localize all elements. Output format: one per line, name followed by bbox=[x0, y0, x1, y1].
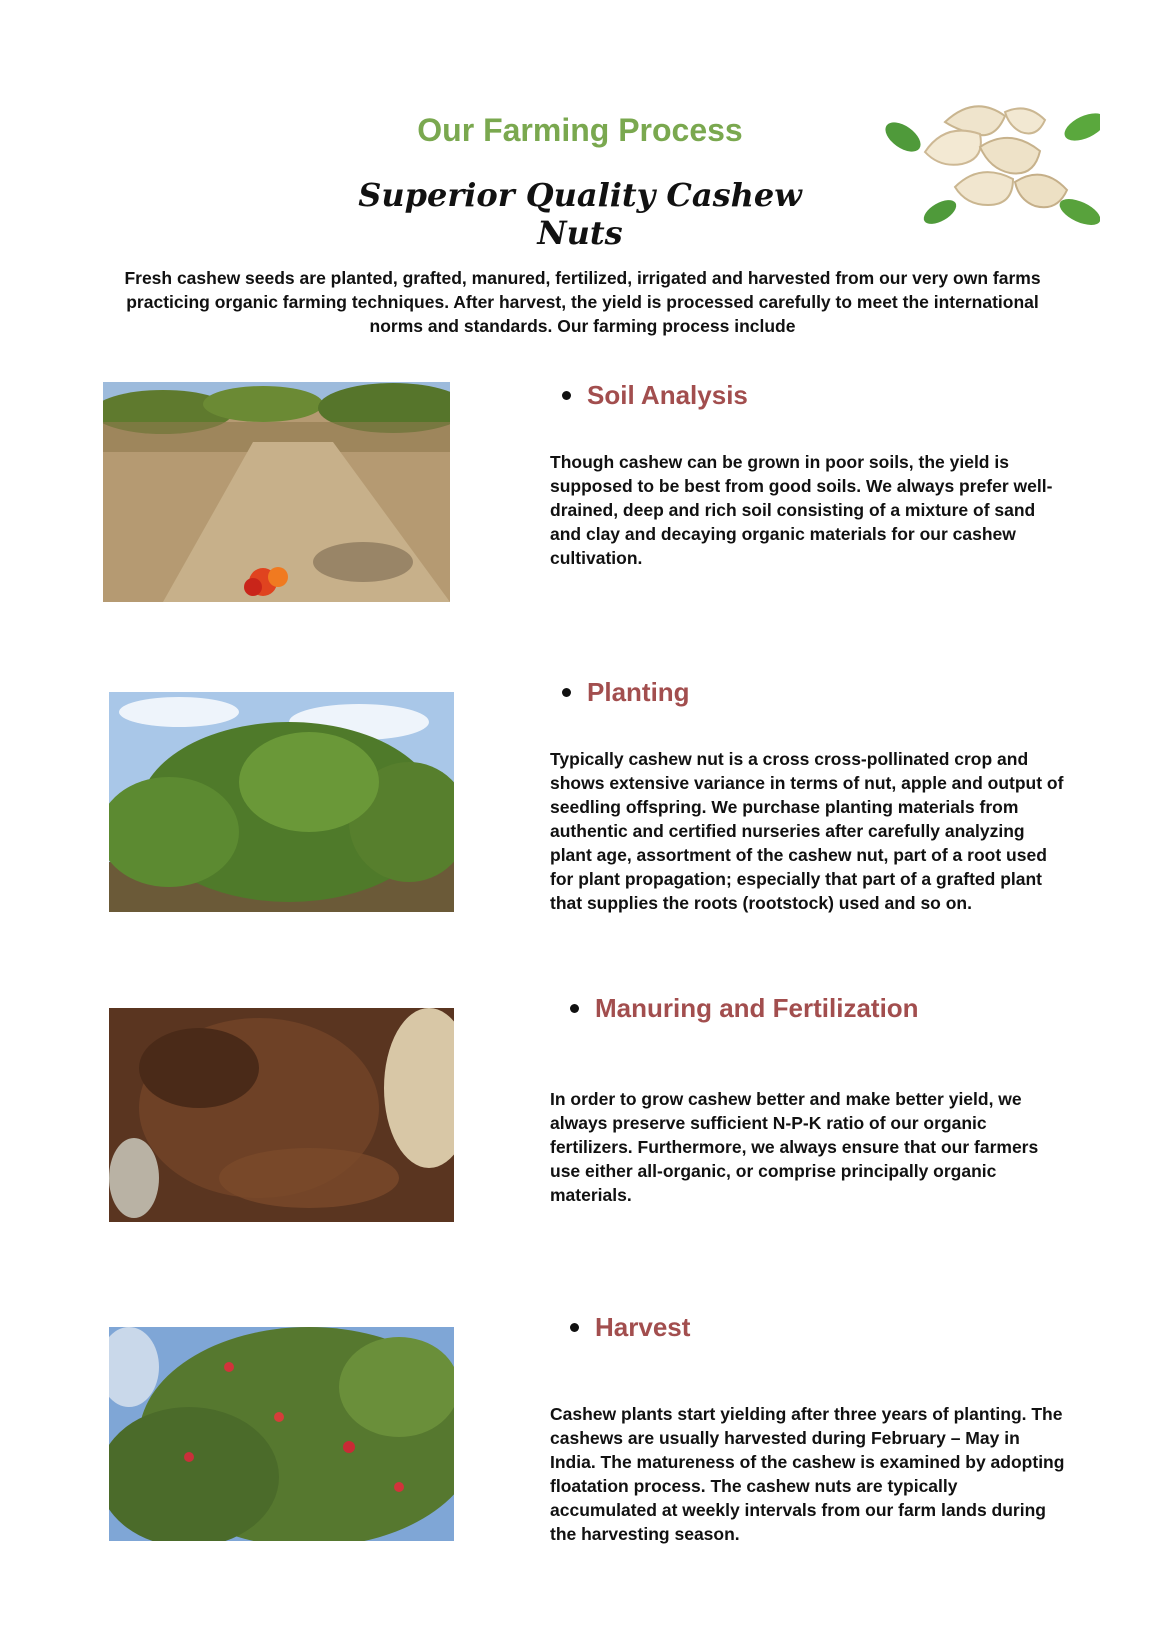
section-heading-label: Harvest bbox=[595, 1312, 691, 1342]
page-subtitle: Superior Quality Cashew Nuts bbox=[358, 176, 802, 252]
cashew-fruit-tree-photo bbox=[109, 1327, 454, 1541]
section-heading-manuring bbox=[570, 993, 919, 1024]
section-text-harvest: Cashew plants start yielding after three years of planting. The cashews are usually harvested during February – May in India. The matureness of the cashew is examined by adopting floatation process. The cashew nuts are typically accumulated at weekly intervals from our farm lands during the harvesting season. bbox=[550, 1404, 1065, 1544]
bullet-icon bbox=[562, 391, 571, 400]
bullet-icon bbox=[570, 1323, 579, 1332]
section-heading-soil-analysis bbox=[562, 380, 748, 411]
section-heading-label: Manuring and Fertilization bbox=[595, 993, 919, 1023]
section-text-soil-analysis: Though cashew can be grown in poor soils, the yield is supposed to be best from good soils. We always prefer well-drained, deep and rich soil consisting of a mixture of sand and clay and decaying organic materials for our cashew cultivation. bbox=[550, 452, 1053, 568]
field-soil-photo bbox=[103, 382, 450, 602]
section-heading-label: Planting bbox=[587, 677, 690, 707]
section-text-planting: Typically cashew nut is a cross cross-pollinated crop and shows extensive variance in terms of nut, apple and output of seedling offspring. We purchase planting materials from authentic and certified nurseries after carefully analyzing plant age, assortment of the cashew nut, part of a root used for plant propagation; especially that part of a grafted plant that supplies the roots (rootstock) used and so on. bbox=[550, 749, 1064, 913]
section-heading-planting bbox=[562, 677, 690, 708]
intro-paragraph: Fresh cashew seeds are planted, grafted, manured, fertilized, irrigated and harvested from our very own farms practicing organic farming techniques. After harvest, the yield is processed carefully to meet the international norms and standards. Our farming process include bbox=[124, 268, 1041, 336]
section-heading-harvest bbox=[570, 1312, 690, 1343]
bullet-icon bbox=[570, 1004, 579, 1013]
section-text-manuring: In order to grow cashew better and make better yield, we always preserve sufficient N-P-K ratio of our organic fertilizers. Furthermore, we always ensure that our farmers use either all-organic, or comprise principally organic materials. bbox=[550, 1089, 1039, 1205]
cashew-tree-photo bbox=[109, 692, 454, 912]
organic-manure-photo bbox=[109, 1008, 454, 1222]
bullet-icon bbox=[562, 688, 571, 697]
page-title: Our Farming Process bbox=[417, 112, 743, 148]
cashew-nuts-icon bbox=[885, 92, 1100, 237]
section-heading-label: Soil Analysis bbox=[587, 380, 748, 410]
